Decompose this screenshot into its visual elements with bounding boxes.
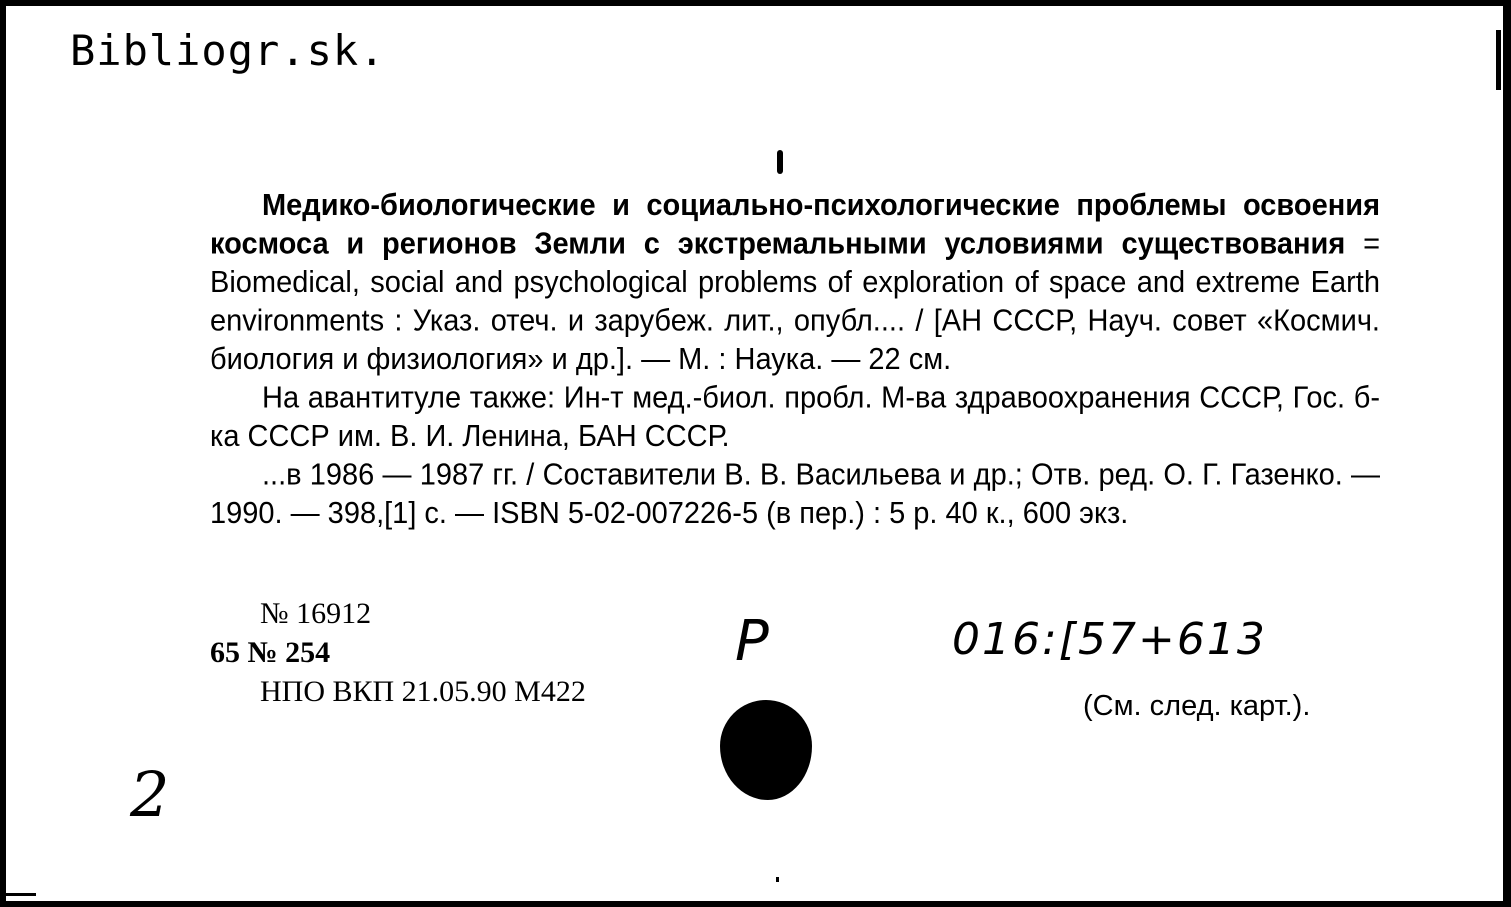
handwritten-classification: 016:[57+613 [952,614,1267,665]
card-number: 65 № 254 [210,636,331,669]
card-border-top [0,0,1511,6]
card-numbers [210,594,586,711]
entry-main-paragraph [210,187,1380,379]
card-border-left [0,0,6,907]
entry-title: Медико-биологические и социально-психологические проблемы освоения космоса и регионов Земли с экстремальными условиями существования [210,189,1380,261]
card-border-right [1503,0,1511,907]
printer-line: НПО ВКП 21.05.90 М422 [260,675,586,708]
handwritten-letter: Р [735,609,769,674]
center-tick-mark [777,150,783,174]
bottom-dot-mark [776,877,779,882]
card-header-code: Bibliogr.sk. [70,26,386,75]
card-border-bottom [0,901,1511,907]
card-edge-mark [1496,30,1501,90]
bibliographic-entry [210,187,1380,533]
entry-note: На авантитуле также: Ин-т мед.-биол. пробл. М-ва здравоохранения СССР, Гос. б-ка СССР им. В. И. Ленина, БАН СССР. [210,381,1380,454]
continuation-note: (См. след. карт.). [1083,690,1311,722]
entry-description: = Biomedical, social and psychological problems of exploration of space and extreme Earth environments : Указ. отеч. и зарубеж. лит., опубл.... / [АН СССР, Науч. совет «Космич. биология и физиология» и др.]. — М. : Наука. — 22 см. [210,227,1380,377]
entry-volume: ...в 1986 — 1987 гг. / Составители В. В. Васильева и др.; Отв. ред. О. Г. Газенко. — 1990. — 398,[1] с. — ISBN 5-02-007226-5 (в пер.) : 5 р. 40 к., 600 экз. [210,458,1380,531]
record-number: № 16912 [260,597,372,630]
punched-hole [720,700,812,800]
card-corner-mark [6,893,36,896]
handwritten-shelf-mark: 2 [130,758,170,831]
